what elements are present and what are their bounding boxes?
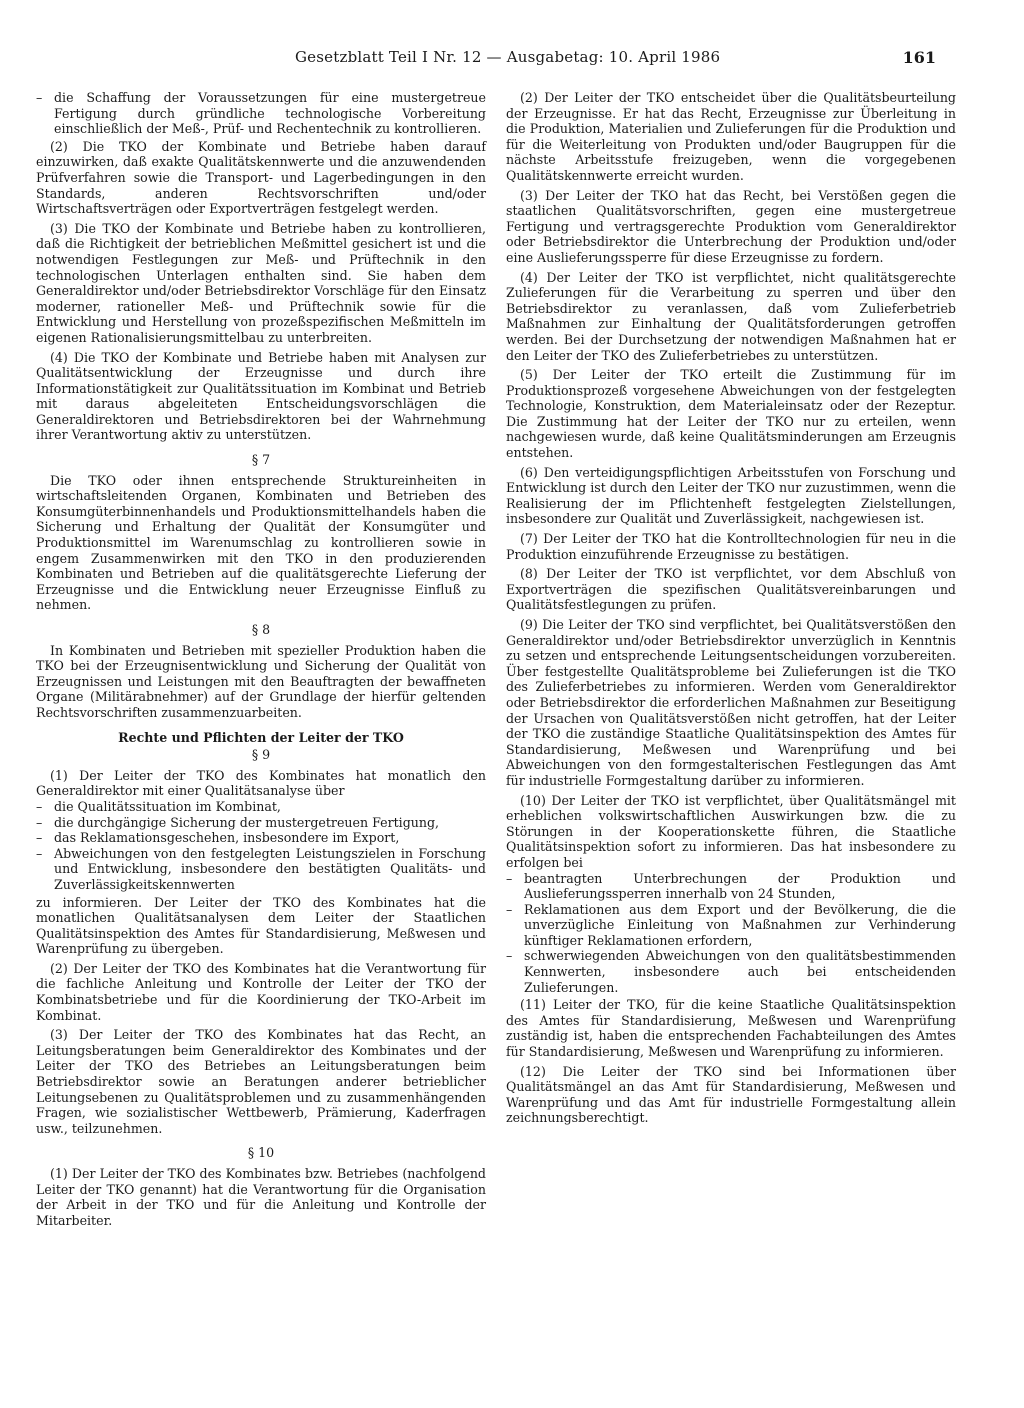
section-10-paragraph-9: (9) Die Leiter der TKO sind verpflichtet, bei Qualitätsverstößen den Generaldirektor und/oder Betriebsdirektor unverzüglich in Kenntnis zu setzen und entsprechende Leitungsentscheidungen vorzubereiten. Über festgestellte Qualitätsprobleme bei Zulieferungen ist die TKO des Zulieferbetriebes zu informieren. Werden vom Generaldirektor oder Betriebsdirektor die erforderlichen Maßnahmen zur Beseitigung der Ursachen von Qualitätsverstößen nicht getroffen, hat der Leiter der TKO die zuständige Staatliche Qualitätsinspektion des Amtes für Standardisierung, Meßwesen und Warenprüfung und bei Abweichungen von den formgestalterischen Festlegungen das Amt für industrielle Formgestaltung darüber zu informieren. bbox=[506, 617, 956, 788]
left-column bbox=[36, 90, 486, 1232]
list-item: – die Qualitätssituation im Kombinat, bbox=[36, 799, 486, 815]
paragraph-6-2: (2) Die TKO der Kombinate und Betriebe haben darauf einzuwirken, daß exakte Qualitätskennwerte und die anzuwendenden Prüfverfahren sowie die Transport- und Lagerbedingungen in den Standards, anderen Rechtsvorschriften und/oder Wirtschaftsverträgen oder Exportverträgen festgelegt werden. bbox=[36, 138, 486, 217]
paragraph-6-4: (4) Die TKO der Kombinate und Betriebe haben mit Analysen zur Qualitätsentwicklung der Erzeugnisse und durch ihre Informationstätigkeit zur Qualitätssituation im Kombinat und Betrieb mit daraus abgeleiteten Entscheidungsvorschlägen die Generaldirektoren und Betriebsdirektoren bei der Wahrnehmung ihrer Verantwortung aktiv zu unterstützen. bbox=[36, 349, 486, 443]
section-10-title: § 10 bbox=[247, 1145, 275, 1161]
list-item: – Abweichungen von den festgelegten Leistungszielen in Forschung und Entwicklung, insbesondere den bestätigten Qualitäts- und Zuverlässigkeitskennwerten bbox=[36, 846, 486, 893]
section-10-paragraph-1: (1) Der Leiter der TKO des Kombinates bzw. Betriebes (nachfolgend Leiter der TKO genannt) hat die Verantwortung für die Organisation der Arbeit in der TKO und für die Anleitung und Kontrolle der Mitarbeiter. bbox=[36, 1166, 486, 1228]
section-10-list bbox=[506, 871, 956, 996]
section-10-paragraph-5: (5) Der Leiter der TKO erteilt die Zustimmung für im Produktionsprozeß vorgesehene Abweichungen von der festgelegten Technologie, Konstruktion, dem Materialeinsatz oder der Rezeptur. Die Zustimmung hat der Leiter der TKO nur zu erteilen, wenn nachgewiesen wurde, daß keine Qualitätsminderungen am Erzeugnis entstehen. bbox=[506, 367, 956, 461]
section-9-paragraph-3: (3) Der Leiter der TKO des Kombinates hat das Recht, an Leitungsberatungen beim Generaldirektor des Kombinates und der Leiter der TKO des Betriebes an Leitungsberatungen beim Betriebsdirektor sowie an Beratungen anderer betrieblicher Leitungsebenen zu Qualitätsproblemen und zu zusammenhängenden Fragen, wie sozialistischer Wettbewerb, Prämierung, Kaderfragen usw., teilzunehmen. bbox=[36, 1027, 486, 1136]
section-10-paragraph-3: (3) Der Leiter der TKO hat das Recht, bei Verstößen gegen die staatlichen Qualitätsvorschriften, gegen eine mustergetreue Fertigung und vertragsgerechte Produktion vom Generaldirektor oder Betriebsdirektor die Unterbrechung der Produktion und/oder eine Auslieferungssperre für diese Erzeugnisse zu fordern. bbox=[506, 187, 956, 265]
chapter-heading: Rechte und Pflichten der Leiter der TKO bbox=[118, 729, 404, 745]
list-item: – die durchgängige Sicherung der mustergetreuen Fertigung, bbox=[36, 815, 486, 831]
list-item: – beantragten Unterbrechungen der Produktion und Auslieferungssperren innerhalb von 24 Stunden, bbox=[506, 871, 956, 902]
intro-list bbox=[36, 90, 486, 137]
section-9-paragraph-2: (2) Der Leiter der TKO des Kombinates hat die Verantwortung für die fachliche Anleitung und Kontrolle der Leiter der TKO der Kombinatsbetriebe und für die Koordinierung der TKO-Arbeit im Kombinat. bbox=[36, 960, 486, 1023]
section-7-title: § 7 bbox=[251, 452, 271, 468]
page-number: 161 bbox=[902, 48, 936, 67]
section-10-paragraph-2: (2) Der Leiter der TKO entscheidet über die Qualitätsbeurteilung der Erzeugnisse. Er hat das Recht, Erzeugnisse zur Überleitung in die Produktion, Materialien und Zulieferungen für die Produktion und für die Weiterleitung von Produkten und/oder Baugruppen für die nächste Arbeitsstufe freizugeben, wenn die vorgegebenen Qualitätskennwerte erreicht wurden. bbox=[506, 90, 956, 183]
section-10-paragraph-6: (6) Den verteidigungspflichtigen Arbeitsstufen von Forschung und Entwicklung ist durch den Leiter der TKO nur zuzustimmen, wenn die Realisierung der im Pflichtenheft festgelegten Zielstellungen, insbesondere zur Qualität und Zuverlässigkeit, nachgewiesen ist. bbox=[506, 464, 956, 527]
section-10-paragraph-8: (8) Der Leiter der TKO ist verpflichtet, vor dem Abschluß von Exportverträgen die spezifischen Qualitätsvereinbarungen und Qualitätsfestlegungen zu prüfen. bbox=[506, 566, 956, 613]
paragraph-6-3: (3) Die TKO der Kombinate und Betriebe haben zu kontrollieren, daß die Richtigkeit der betrieblichen Meßmittel gesichert ist und die notwendigen Festlegungen zur Meß- und Prüftechnik in den technologischen Unterlagen enthalten sind. Sie haben dem Generaldirektor und/oder Betriebsdirektor Vorschläge für den Einsatz moderner, rationeller Meß- und Prüftechnik sowie für die Entwicklung und Herstellung von prozeßspezifischen Meßmitteln im eigenen Rationalisierungsmittelbau zu unterbreiten. bbox=[36, 220, 486, 345]
section-10-paragraph-10: (10) Der Leiter der TKO ist verpflichtet, über Qualitätsmängel mit erheblichen volkswirtschaftlichen Auswirkungen bzw. die zu Störungen in der Kooperationskette führen, die Staatliche Qualitätsinspektion sofort zu informieren. Das hat insbesondere zu erfolgen bei bbox=[506, 792, 956, 870]
section-9-paragraph-1: (1) Der Leiter der TKO des Kombinates hat monatlich den Generaldirektor mit einer Qualitätsanalyse über bbox=[36, 767, 486, 799]
section-10-paragraph-11: (11) Leiter der TKO, für die keine Staatliche Qualitätsinspektion des Amtes für Standardisierung, Meßwesen und Warenprüfung zuständig ist, haben die entsprechenden Fachabteilungen des Amtes für Standardisierung, Meßwesen und Warenprüfung zu informieren. bbox=[506, 997, 956, 1060]
list-item: – schwerwiegenden Abweichungen von den qualitätsbestimmenden Kennwerten, insbesondere auch bei entscheidenden Zulieferungen. bbox=[506, 948, 956, 995]
list-item: – Reklamationen aus dem Export und der Bevölkerung, die die unverzügliche Einleitung von Maßnahmen zur Verhinderung künftiger Reklamationen erfordern, bbox=[506, 902, 956, 949]
section-8-title: § 8 bbox=[251, 622, 271, 637]
page-header bbox=[80, 48, 936, 72]
section-9-list bbox=[36, 799, 486, 893]
section-9-title: § 9 bbox=[251, 747, 271, 763]
list-item: – das Reklamationsgeschehen, insbesondere im Export, bbox=[36, 830, 486, 846]
right-column bbox=[506, 90, 956, 1130]
section-10-paragraph-4: (4) Der Leiter der TKO ist verpflichtet, nicht qualitätsgerechte Zulieferungen für die Verarbeitung zu sperren und über den Betriebsdirektor zu veranlassen, daß vom Zulieferbetrieb Maßnahmen zur Einhaltung der Qualitätsforderungen getroffen werden. Bei der Durchsetzung der notwendigen Maßnahmen hat er den Leiter der TKO des Zulieferbetriebes zu unterstützen. bbox=[506, 269, 956, 363]
gazette-title: Gesetzblatt Teil I Nr. 12 — Ausgabetag: 10. April 1986 bbox=[295, 48, 721, 66]
section-8-text: In Kombinaten und Betrieben mit spezieller Produktion haben die TKO bei der Erzeugnisentwicklung und Sicherung der Qualität von Erzeugnissen und Leistungen mit den Beauftragten der bewaffneten Organe (Militärabnehmer) auf der Grundlage der hierfür geltenden Rechtsvorschriften zusammenzuarbeiten. bbox=[36, 642, 486, 720]
section-10-paragraph-12: (12) Die Leiter der TKO sind bei Informationen über Qualitätsmängel an das Amt für Standardisierung, Meßwesen und Warenprüfung und das Amt für industrielle Formgestaltung allein zeichnungsberechtigt. bbox=[506, 1063, 956, 1126]
section-7-text: Die TKO oder ihnen entsprechende Struktureinheiten in wirtschaftsleitenden Organen, Kombinaten und Betrieben des Konsumgüterbinnenhandels und Produktionsmittelhandels haben die Sicherung und Erhaltung der Qualität der Konsumgüter und Produktionsmittel im Warenumschlag zu kontrollieren sowie in engem Zusammenwirken mit den TKO in den produzierenden Kombinaten und Betrieben auf die qualitätsgerechte Lieferung der Erzeugnisse und die Entwicklung neuer Erzeugnisse Einfluß zu nehmen. bbox=[36, 472, 486, 613]
section-10-paragraph-7: (7) Der Leiter der TKO hat die Kontrolltechnologien für neu in die Produktion einzuführende Erzeugnisse zu bestätigen. bbox=[506, 531, 956, 562]
section-9-paragraph-1-continued: zu informieren. Der Leiter der TKO des Kombinates hat die monatlichen Qualitätsanalysen dem Leiter der Staatlichen Qualitätsinspektion des Amtes für Standardisierung, Meßwesen und Warenprüfung zu übergeben. bbox=[36, 894, 486, 957]
list-item: – die Schaffung der Voraussetzungen für eine mustergetreue Fertigung durch gründliche technologische Vorbereitung einschließlich der Meß-, Prüf- und Rechentechnik zu kontrollieren. bbox=[36, 90, 486, 137]
